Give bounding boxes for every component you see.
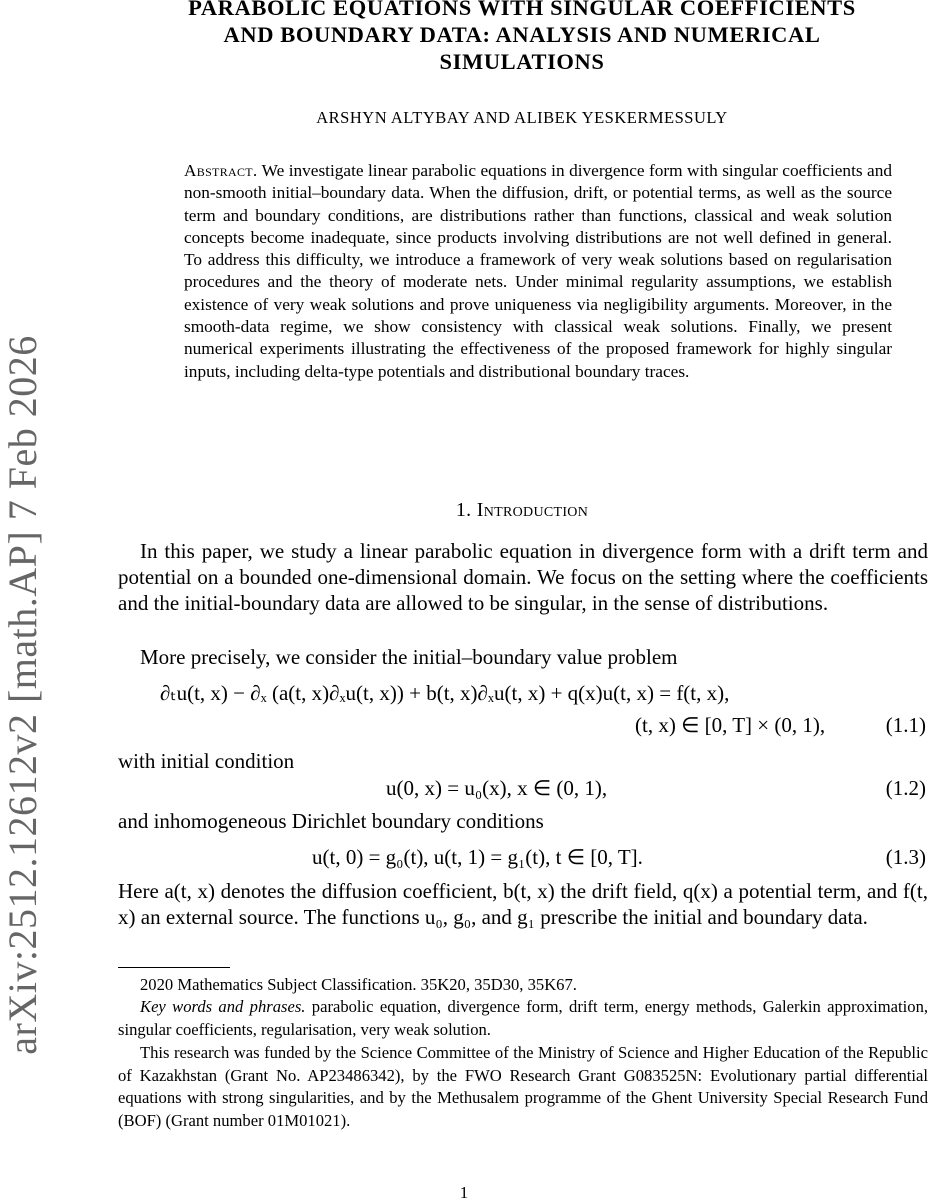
- paper-title: [140, 0, 904, 75]
- keywords-text: parabolic equation, divergence form, drift term, energy methods, Galerkin approximation, singular coefficients, regularisation, very weak solution.: [118, 997, 928, 1039]
- equation-number-1-2: (1.2): [885, 776, 926, 800]
- arxiv-sidebar: [0, 0, 46, 1200]
- title-line-3: SIMULATIONS: [439, 49, 605, 74]
- text-boundary-conditions: and inhomogeneous Dirichlet boundary conditions: [118, 809, 544, 833]
- text-initial-condition: with initial condition: [118, 749, 295, 773]
- page-number: 1: [459, 1183, 469, 1202]
- authors: ARSHYN ALTYBAY AND ALIBEK YESKERMESSULY: [316, 108, 728, 127]
- equation-1-2: u(0, x) = u₀(x), x ∈ (0, 1),: [386, 776, 608, 800]
- footnote-msc: 2020 Mathematics Subject Classification. 35K20, 35D30, 35K67.: [140, 975, 577, 994]
- intro-paragraph-2: More precisely, we consider the initial–boundary value problem: [140, 645, 678, 669]
- equation-1-1-line-2: (t, x) ∈ [0, T] × (0, 1),: [635, 713, 826, 737]
- arxiv-id: arXiv:2512.12612v2 [math.AP] 7 Feb 2026: [0, 335, 45, 1055]
- title-line-2: AND BOUNDARY DATA: ANALYSIS AND NUMERICAL: [223, 22, 821, 47]
- intro-paragraph-3: Here a(t, x) denotes the diffusion coefficient, b(t, x) the drift field, q(x) a potential term, and f(t, x) an external source. The functions u₀, g₀, and g₁ prescribe the initial and boundary data.: [118, 879, 928, 929]
- footnote-funding: This research was funded by the Science Committee of the Ministry of Science and Higher Education of the Republic of Kazakhstan (Grant No. AP23486342), by the FWO Research Grant G083525N: Evolutionary partial differential equations with strong singularities, and by the Methusalem programme of the Ghent University Special Research Fund (BOF) (Grant number 01M01021).: [118, 1043, 928, 1130]
- footnote-keywords: [118, 996, 928, 1041]
- equation-1-1-line-1: ∂ₜu(t, x) − ∂ₓ (a(t, x)∂ₓu(t, x)) + b(t, x)∂ₓu(t, x) + q(x)u(t, x) = f(t, x),: [160, 681, 730, 705]
- equation-1-3: u(t, 0) = g₀(t), u(t, 1) = g₁(t), t ∈ [0, T].: [312, 845, 643, 869]
- abstract: [184, 160, 892, 383]
- equation-number-1-1: (1.1): [885, 713, 926, 737]
- equation-number-1-3: (1.3): [885, 845, 926, 869]
- intro-paragraph-1: In this paper, we study a linear parabolic equation in divergence form with a drift term and potential on a bounded one-dimensional domain. We focus on the setting where the coefficients and the initial-boundary data are allowed to be singular, in the sense of distributions.: [118, 539, 928, 615]
- keywords-label: Key words and phrases.: [140, 997, 306, 1016]
- title-line-1: PARABOLIC EQUATIONS WITH SINGULAR COEFFICIENTS: [188, 0, 856, 20]
- footnote-rule: [118, 967, 230, 968]
- section-heading: 1. Introduction: [455, 499, 589, 521]
- abstract-text: We investigate linear parabolic equations in divergence form with singular coefficients and non-smooth initial–boundary data. When the diffusion, drift, or potential terms, as well as the source term and boundary conditions, are distributions rather than functions, classical and weak solution concepts become inadequate, since products involving distributions are not well defined in general. To address this difficulty, we introduce a framework of very weak solutions based on regularisation procedures and the theory of moderate nets. Under minimal regularity assumptions, we establish existence of very weak solutions and prove uniqueness via negligibility arguments. Moreover, in the smooth-data regime, we show consistency with classical weak solutions. Finally, we present numerical experiments illustrating the effectiveness of the proposed framework for highly singular inputs, including delta-type potentials and distributional boundary traces.: [184, 161, 892, 381]
- abstract-label: Abstract.: [184, 161, 258, 180]
